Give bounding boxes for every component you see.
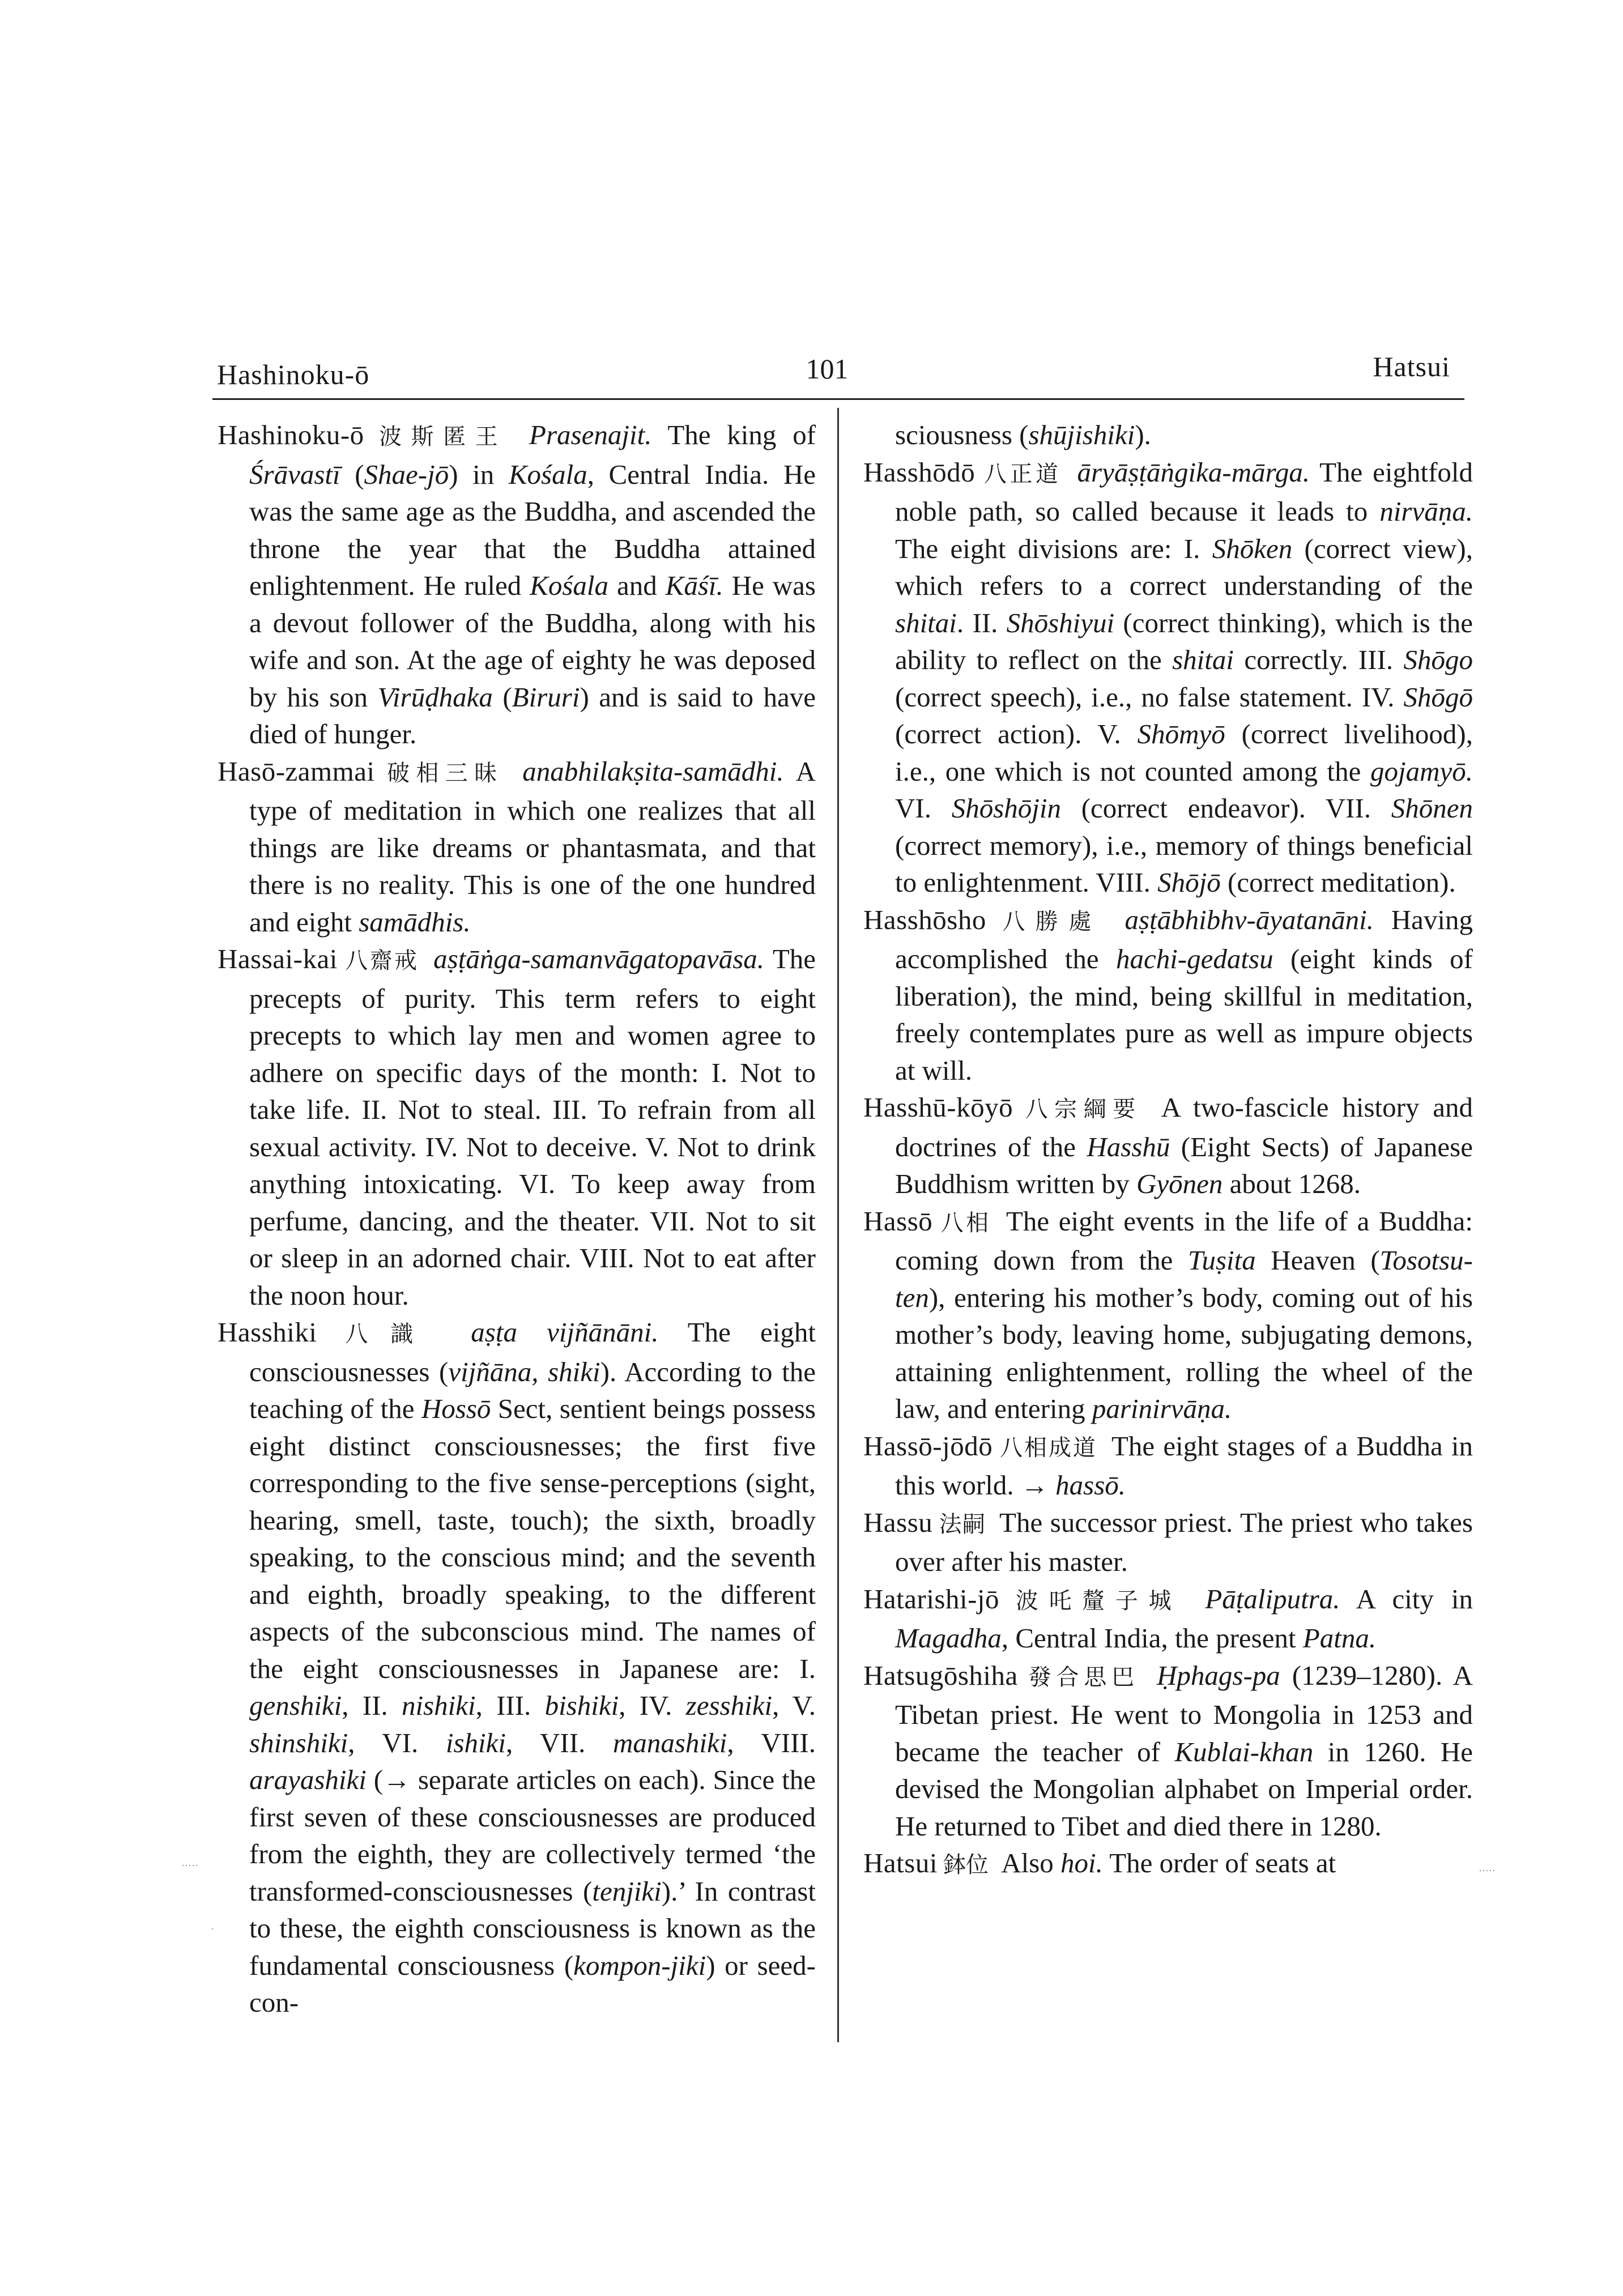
entry-kanji: 八齋戒 <box>343 948 419 974</box>
dictionary-entry-hasshiki: Hasshiki 八識 aṣṭa vijñānāni. The eight consciousnesses (vijñāna, shiki). According to the teaching of the Hossō Sect, sentient beings possess eight distinct consciousnesses; the first five corresponding to the five sense-perceptions (sight, hearing, smell, taste, touch); the sixth, broadly speaking, to the conscious mind; and the seventh and eighth, broadly speaking, to the different aspects of the subconscious mind. The names of the eight consciousnesses in Japanese are: I. genshiki, II. nishiki, III. bishiki, IV. zesshiki, V. shinshiki, VI. ishiki, VII. manashiki, VIII. arayashiki (→ separate articles on each). Since the first seven of these consciousnesses are produced from the eighth, they are collectively termed ‘the transformed-consciousnesses (tenjiki).’ In contrast to these, the eighth consciousness is known as the fundamental consciousness (kompon-jiki) or seed-con- <box>218 1317 816 2018</box>
entry-kanji: 八相成道 <box>998 1434 1097 1461</box>
entry-kanji: 八識 <box>322 1321 436 1347</box>
left-column <box>218 416 816 2021</box>
running-head-right: Hatsui <box>1373 351 1450 382</box>
entry-kanji: 鉢位 <box>943 1852 989 1878</box>
entry-headword: Hatarishi-jō <box>863 1583 1000 1615</box>
entry-headword: Hatsugōshiha <box>863 1659 1018 1691</box>
entry-headword: Hassō-jōdō <box>863 1430 993 1462</box>
entry-kanji: 法嗣 <box>938 1511 986 1537</box>
entry-kanji: 八正道 <box>981 461 1062 487</box>
dictionary-entry-hasshu-koyo: Hasshū-kōyō 八宗綱要 A two-fascicle history and doctrines of the Hasshū (Eight Sects) of Japanese Buddhism written by Gyōnen about 1268. <box>863 1092 1473 1199</box>
entry-headword: Hatsui <box>863 1847 938 1878</box>
dictionary-entry-hassai-kai: Hassai-kai 八齋戒 aṣṭāṅga-samanvāgatopavāsa. The precepts of purity. This term refers to eight precepts to which lay men and women agree to adhere on specific days of the month: I. Not to take life. II. Not to steal. III. To refrain from all sexual activity. IV. Not to deceive. V. Not to drink anything intoxicating. VI. To keep away from perfume, dancing, and the theater. VII. Not to sit or sleep in an adorned chair. VIII. Not to eat after the noon hour. <box>218 943 816 1311</box>
entry-kanji: 八宗綱要 <box>1019 1096 1142 1122</box>
dictionary-entry-hatsui: Hatsui 鉢位 Also hoi. The order of seats at <box>863 1847 1336 1878</box>
scan-speck: · <box>211 1923 214 1935</box>
entry-kanji: 波吒釐子城 <box>1005 1587 1182 1614</box>
scan-speck: ····· <box>1479 1865 1496 1876</box>
dictionary-entry-hatarishi-jo: Hatarishi-jō 波吒釐子城 Pāṭaliputra. A city in Magadha, Central India, the present Patna. <box>863 1583 1473 1654</box>
dictionary-entry-hasshodo: Hasshōdō 八正道 āryāṣṭāṅgika-mārga. The eightfold noble path, so called because it leads to nirvāṇa. The eight divisions are: I. Shōken (correct view), which refers to a correct understanding of the shitai. II. Shōshiyui (correct thinking), which is the ability to reflect on the shitai correctly. III. Shōgo (correct speech), i.e., no false statement. IV. Shōgō (correct action). V. Shōmyō (correct livelihood), i.e., one which is not counted among the gojamyō. VI. Shōshōjin (correct endeavor). VII. Shōnen (correct memory), i.e., memory of things beneficial to enlightenment. VIII. Shōjō (correct meditation). <box>863 456 1473 898</box>
entry-headword: Hassu <box>863 1506 933 1538</box>
running-head-left: Hashinoku-ō <box>217 359 370 390</box>
scan-speck: ····· <box>181 1860 198 1871</box>
entry-headword: Hasshiki <box>218 1317 317 1348</box>
entry-kanji: 波斯匿王 <box>369 424 508 450</box>
entry-headword: Hassai-kai <box>218 943 338 974</box>
entry-headword: Hasō-zammai <box>218 755 375 787</box>
entry-headword: Hashinoku-ō <box>218 419 364 450</box>
entry-headword: Hasshōdō <box>863 456 975 488</box>
dictionary-entry-hasso: Hassō 八相 The eight events in the life of a Buddha: coming down from the Tuṣita Heaven (Tosotsu-ten), entering his mother’s body, coming out of his mother’s body, leaving home, subjugating demons, attaining enlightenment, rolling the wheel of the law, and entering parinirvāṇa. <box>863 1205 1473 1424</box>
dictionary-entry-hatsugoshiha: Hatsugōshiha 發合思巴 Ḥphags-pa (1239–1280). A Tibetan priest. He went to Mongolia in 1253 and became the teacher of Kublai-khan in 1260. He devised the Mongolian alphabet on Imperial order. He returned to Tibet and died there in 1280. <box>863 1659 1473 1842</box>
dictionary-entry-hasshiki-cont: sciousness (shūjishiki). <box>895 419 1151 450</box>
entry-headword: Hassō <box>863 1205 933 1237</box>
header-rule <box>212 398 1464 400</box>
page-number: 101 <box>806 353 849 385</box>
column-divider <box>837 408 839 2042</box>
dictionary-entry-hassu: Hassu 法嗣 The successor priest. The priest who takes over after his master. <box>863 1506 1473 1577</box>
dictionary-entry-hasso-jodo: Hassō-jōdō 八相成道 The eight stages of a Buddha in this world. → hassō. <box>863 1430 1473 1501</box>
entry-kanji: 八相 <box>938 1209 991 1236</box>
dictionary-entry-hashinoku-o: Hashinoku-ō 波斯匿王 Prasenajit. The king of Śrāvastī (Shae-jō) in Kośala, Central India. He was the same age as the Buddha, and ascended the throne the year that the Buddha attained enlightenment. He ruled Kośala and Kāśī. He was a devout follower of the Buddha, along with his wife and son. At the age of eighty he was deposed by his son Virūḍhaka (Biruri) and is said to have died of hunger. <box>218 419 816 749</box>
entry-kanji: 八勝處 <box>991 908 1102 935</box>
entry-kanji: 破相三昧 <box>380 760 504 786</box>
entry-headword: Hasshū-kōyō <box>863 1092 1013 1123</box>
entry-kanji: 發合思巴 <box>1023 1664 1139 1690</box>
page-header <box>0 0 1623 408</box>
entry-headword: Hasshōsho <box>863 904 986 935</box>
dictionary-entry-haso-zammai: Hasō-zammai 破相三昧 anabhilakṣita-samādhi. A type of meditation in which one realizes that all things are like dreams or phantasmata, and that there is no reality. This is one of the one hundred and eight samādhis. <box>218 755 816 938</box>
right-column <box>863 416 1473 1884</box>
dictionary-entry-hasshosho: Hasshōsho 八勝處 aṣṭābhibhv-āyatanāni. Having accomplished the hachi-gedatsu (eight kinds of liberation), the mind, being skillful in meditation, freely contemplates pure as well as impure objects at will. <box>863 904 1473 1086</box>
